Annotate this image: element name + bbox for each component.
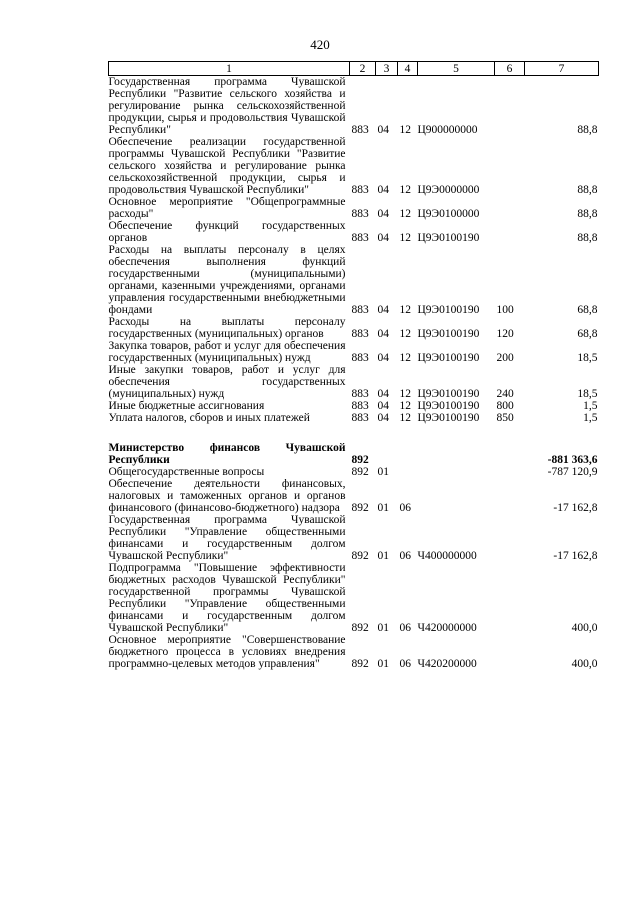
header-col-4: 4: [398, 62, 418, 76]
table-row: [109, 340, 599, 364]
table-row: [109, 136, 599, 196]
table-row: [109, 196, 599, 220]
row-ministry-code: 883: [351, 400, 369, 412]
table-body: [109, 76, 599, 671]
row-name: Основное мероприятие "Совершенствование бюджетного процесса в условиях внедрения программно-целевых методов управления": [108, 634, 346, 670]
row-target-article: Ц9Э0100190: [417, 352, 480, 364]
row-name: Государственная программа Чувашской Республики "Развитие сельского хозяйства и регулирование рынка сельскохозяйственной продукции, сырья и продовольствия Чувашской Республики": [108, 76, 346, 136]
row-subsection: 12: [399, 412, 411, 424]
row-target-article: Ц9Э0100190: [417, 232, 480, 244]
row-ministry-code: 892: [351, 466, 369, 478]
row-target-article: [418, 442, 495, 466]
row-expense-type: [495, 136, 525, 196]
table-row: [109, 442, 599, 466]
row-section: 04: [377, 304, 389, 316]
row-target-article: [418, 466, 495, 478]
row-name: Закупка товаров, работ и услуг для обеспечения государственных (муниципальных) нужд: [108, 340, 346, 364]
row-ministry-code: 892: [351, 622, 369, 634]
table-row: [109, 400, 599, 412]
row-expense-type: 850: [496, 412, 514, 424]
row-ministry-code: [350, 424, 376, 442]
row-expense-type: [495, 634, 525, 670]
row-name: Расходы на выплаты персоналу государственных (муниципальных) органов: [108, 316, 346, 340]
row-section: 01: [377, 658, 389, 670]
row-target-article: Ц9Э0100190: [417, 400, 480, 412]
spacer-row: [109, 424, 599, 442]
header-col-2: 2: [350, 62, 376, 76]
row-section: 04: [377, 184, 389, 196]
table-row: [109, 634, 599, 670]
row-name: Министерство финансов Чувашской Республики: [108, 442, 346, 466]
row-name: Расходы на выплаты персоналу в целях обеспечения выполнения функций государственными (муниципальными) органами, казенными учреждениями, органами управления государственными внебюджетными фондами: [108, 244, 346, 316]
row-expense-type: 800: [496, 400, 514, 412]
row-target-article: Ц9Э0100190: [417, 304, 480, 316]
row-ministry-code: 883: [351, 232, 369, 244]
row-name: [109, 424, 350, 442]
row-name: Иные бюджетные ассигнования: [108, 400, 265, 412]
row-section: 01: [377, 466, 389, 478]
row-amount: -17 162,8: [553, 550, 598, 562]
row-amount: 400,0: [571, 658, 598, 670]
row-expense-type: 200: [496, 352, 514, 364]
table-row: [109, 562, 599, 634]
row-expense-type: [495, 442, 525, 466]
row-amount: 88,8: [577, 232, 598, 244]
row-amount: 68,8: [577, 328, 598, 340]
row-amount: 1,5: [583, 412, 598, 424]
header-col-3: 3: [376, 62, 398, 76]
row-amount: [525, 424, 599, 442]
table-row: [109, 76, 599, 137]
row-expense-type: [495, 196, 525, 220]
table-row: [109, 514, 599, 562]
row-ministry-code: 883: [351, 352, 369, 364]
row-section: 04: [377, 208, 389, 220]
row-target-article: Ч420000000: [417, 622, 477, 634]
row-amount: -17 162,8: [553, 502, 598, 514]
row-subsection: 06: [399, 622, 411, 634]
row-ministry-code: 883: [351, 304, 369, 316]
row-subsection: 12: [399, 388, 411, 400]
row-expense-type: 100: [496, 304, 514, 316]
row-section: 04: [377, 400, 389, 412]
row-amount: 1,5: [583, 400, 598, 412]
row-expense-type: [495, 76, 525, 137]
row-name: Обеспечение реализации государственной программы Чувашской Республики "Развитие сельского хозяйства и регулирование рынка сельскохозяйственной продукции, сырья и продовольствия Чувашской Республики": [108, 136, 346, 196]
row-target-article: Ц9Э0100190: [417, 412, 480, 424]
row-subsection: 12: [399, 124, 411, 136]
row-amount: 88,8: [577, 208, 598, 220]
row-ministry-code: 892: [351, 550, 369, 562]
table-row: [109, 466, 599, 478]
row-subsection: 12: [399, 304, 411, 316]
row-target-article: Ц9Э0000000: [417, 184, 480, 196]
row-amount: 68,8: [577, 304, 598, 316]
row-ministry-code: 892: [351, 454, 369, 466]
row-subsection: 12: [399, 232, 411, 244]
row-expense-type: [495, 424, 525, 442]
row-name: Общегосударственные вопросы: [108, 466, 265, 478]
row-section: 01: [377, 622, 389, 634]
row-ministry-code: 883: [351, 412, 369, 424]
row-amount: 18,5: [577, 352, 598, 364]
row-ministry-code: 883: [351, 184, 369, 196]
row-subsection: 06: [399, 658, 411, 670]
page-number: 420: [310, 37, 330, 52]
row-subsection: 12: [399, 208, 411, 220]
table-row: [109, 220, 599, 244]
row-amount: 18,5: [577, 388, 598, 400]
row-target-article: Ч420200000: [417, 658, 477, 670]
row-section: 04: [377, 412, 389, 424]
row-target-article: Ц900000000: [417, 124, 478, 136]
row-ministry-code: 883: [351, 328, 369, 340]
header-col-7: 7: [525, 62, 599, 76]
row-ministry-code: 883: [351, 124, 369, 136]
row-name: Государственная программа Чувашской Республики "Управление общественными финансами и государственным долгом Чувашской Республики": [108, 514, 346, 562]
row-expense-type: [495, 514, 525, 562]
row-expense-type: [495, 478, 525, 514]
row-section: 04: [377, 232, 389, 244]
header-col-1: 1: [109, 62, 350, 76]
row-target-article: Ч400000000: [417, 550, 477, 562]
row-subsection: [398, 442, 418, 466]
row-name: Уплата налогов, сборов и иных платежей: [108, 412, 310, 424]
row-subsection: 12: [399, 184, 411, 196]
row-amount: 88,8: [577, 184, 598, 196]
row-subsection: 12: [399, 352, 411, 364]
row-name: Основное мероприятие "Общепрограммные расходы": [108, 196, 346, 220]
row-subsection: 06: [399, 502, 411, 514]
row-subsection: [398, 424, 418, 442]
row-name: Иные закупки товаров, работ и услуг для обеспечения государственных (муниципальных) нужд: [108, 364, 346, 400]
row-name: Обеспечение функций государственных органов: [108, 220, 346, 244]
row-section: 04: [377, 352, 389, 364]
header-col-6: 6: [495, 62, 525, 76]
row-expense-type: 120: [496, 328, 514, 340]
row-section: [376, 442, 398, 466]
row-section: [376, 424, 398, 442]
table-row: [109, 478, 599, 514]
row-ministry-code: 883: [351, 388, 369, 400]
row-ministry-code: 883: [351, 208, 369, 220]
row-target-article: Ц9Э0100190: [417, 328, 480, 340]
row-name: Подпрограмма "Повышение эффективности бюджетных расходов Чувашской Республики" государственной программы Чувашской Республики "Управление общественными финансами и государственным долгом Чувашской Республики": [108, 562, 346, 634]
row-target-article: [418, 424, 495, 442]
row-ministry-code: 892: [351, 658, 369, 670]
row-subsection: 12: [399, 328, 411, 340]
row-amount: -881 363,6: [547, 454, 598, 466]
row-expense-type: [495, 220, 525, 244]
table-row: [109, 316, 599, 340]
row-section: 04: [377, 388, 389, 400]
table-row: [109, 244, 599, 316]
row-ministry-code: 892: [351, 502, 369, 514]
row-expense-type: [495, 466, 525, 478]
row-section: 01: [377, 550, 389, 562]
row-amount: 400,0: [571, 622, 598, 634]
row-amount: -787 120,9: [547, 466, 598, 478]
row-expense-type: [495, 562, 525, 634]
row-target-article: Ц9Э0100190: [417, 388, 480, 400]
row-subsection: 12: [399, 400, 411, 412]
row-name: Обеспечение деятельности финансовых, налоговых и таможенных органов и органов финансового (финансово-бюджетного) надзора: [108, 478, 346, 514]
row-amount: 88,8: [577, 124, 598, 136]
row-subsection: 06: [399, 550, 411, 562]
row-section: 04: [377, 328, 389, 340]
table-header-row: [109, 62, 599, 76]
row-subsection: [398, 466, 418, 478]
table-row: [109, 364, 599, 400]
row-target-article: Ц9Э0100000: [417, 208, 480, 220]
table-row: [109, 412, 599, 424]
row-expense-type: 240: [496, 388, 514, 400]
budget-table: [108, 61, 599, 670]
row-target-article: [418, 478, 495, 514]
row-section: 04: [377, 124, 389, 136]
header-col-5: 5: [418, 62, 495, 76]
row-section: 01: [377, 502, 389, 514]
